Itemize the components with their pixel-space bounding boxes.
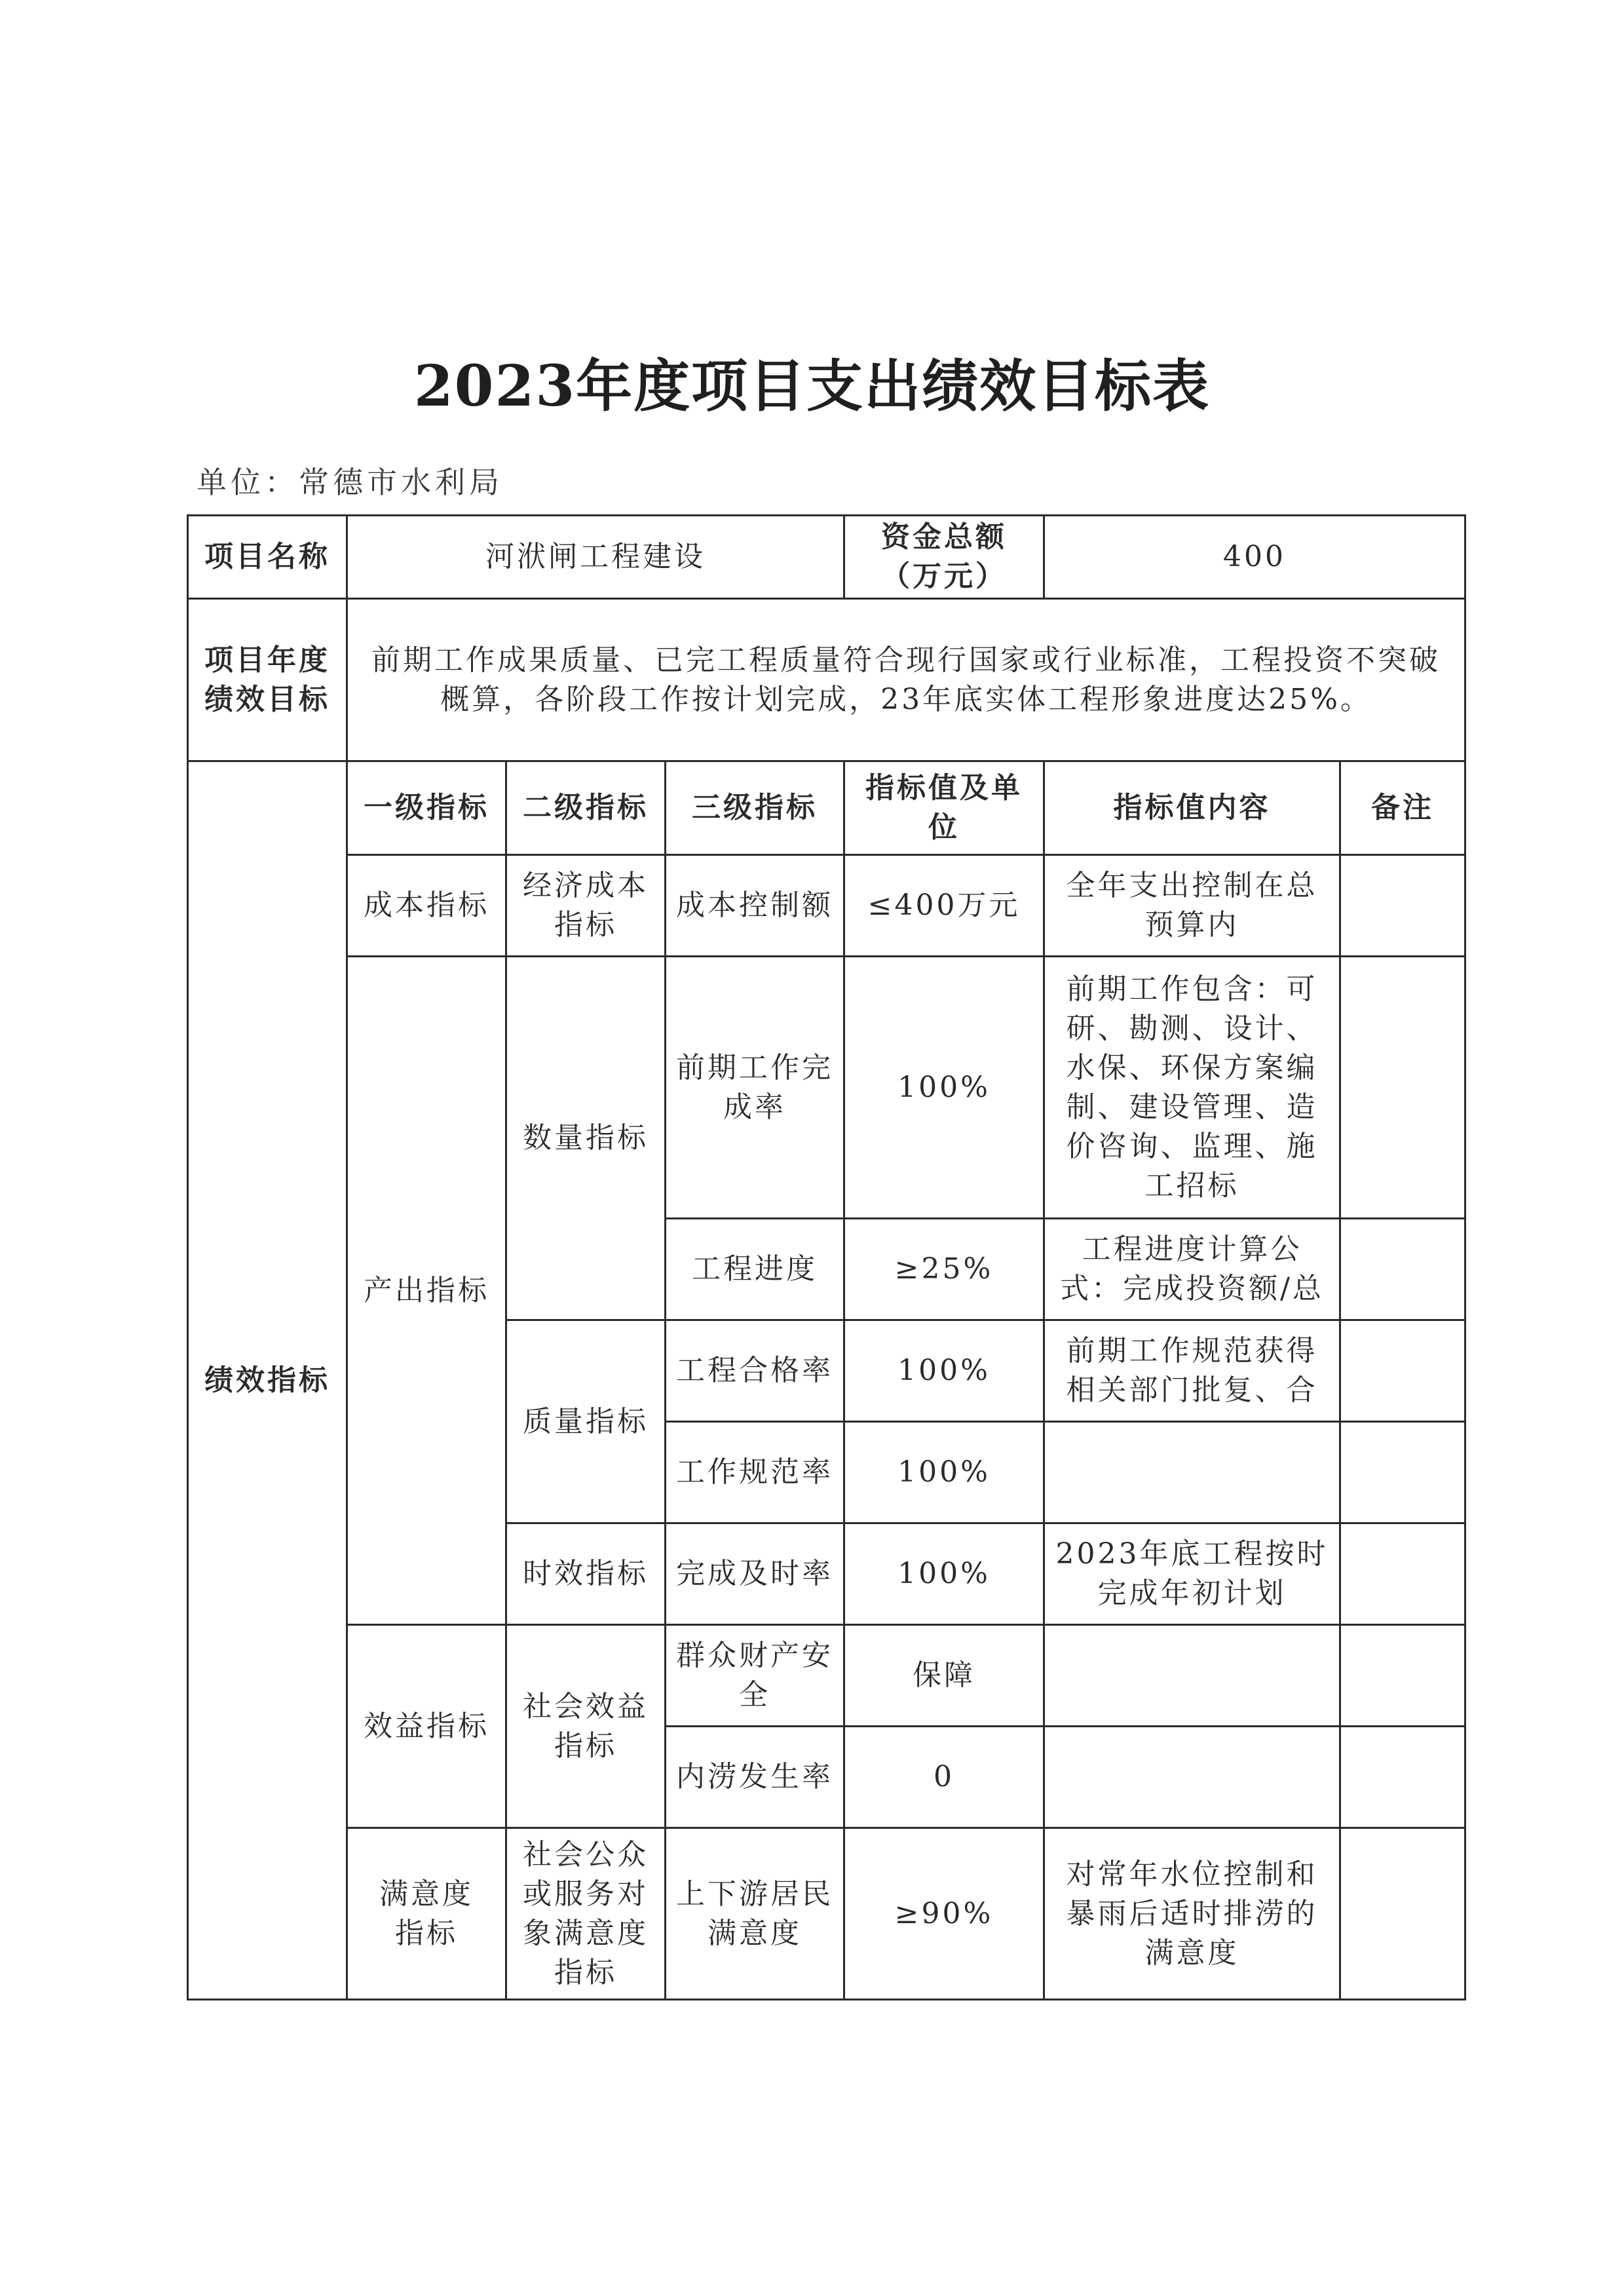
norm-remark xyxy=(1340,1422,1465,1523)
progress-content-cell xyxy=(1044,1219,1340,1320)
header-level1: 一级指标 xyxy=(347,761,506,855)
funds-label: 资金总额 （万元） xyxy=(844,516,1044,599)
project-name-label: 项目名称 xyxy=(188,516,347,599)
header-remark: 备注 xyxy=(1340,761,1465,855)
annual-goal-label: 项目年度 绩效目标 xyxy=(188,599,347,761)
quality-level2: 质量指标 xyxy=(506,1320,666,1523)
norm-level3: 工作规范率 xyxy=(666,1422,844,1523)
perf-indicator-label: 绩效指标 xyxy=(188,761,347,2000)
project-name-value: 河洑闸工程建设 xyxy=(347,516,844,599)
flood-value: 0 xyxy=(844,1727,1044,1828)
satisfaction-level2: 社会公众或服务对象满意度指标 xyxy=(506,1828,666,2000)
flood-remark xyxy=(1340,1727,1465,1828)
performance-table xyxy=(187,514,1466,2000)
timeliness-content: 2023年底工程按时完成年初计划 xyxy=(1044,1523,1340,1625)
header-level3: 三级指标 xyxy=(666,761,844,855)
flood-content xyxy=(1044,1727,1340,1828)
safety-content xyxy=(1044,1625,1340,1727)
timeliness-remark xyxy=(1340,1523,1465,1625)
timeliness-level2: 时效指标 xyxy=(506,1523,666,1625)
pass-content: 前期工作规范获得相关部门批复、合 xyxy=(1066,1334,1318,1407)
progress-level3: 工程进度 xyxy=(666,1219,844,1320)
preliminary-level3: 前期工作完成率 xyxy=(666,957,844,1219)
safety-remark xyxy=(1340,1625,1465,1727)
satisfaction-value: ≥90% xyxy=(844,1828,1044,2000)
cost-content: 全年支出控制在总预算内 xyxy=(1044,855,1340,957)
header-content: 指标值内容 xyxy=(1044,761,1340,855)
timeliness-value: 100% xyxy=(844,1523,1044,1625)
preliminary-value: 100% xyxy=(844,957,1044,1219)
satisfaction-level1: 满意度 指标 xyxy=(347,1828,506,2000)
flood-level3: 内涝发生率 xyxy=(666,1727,844,1828)
annual-goal-text: 前期工作成果质量、已完工程质量符合现行国家或行业标准，工程投资不突破概算，各阶段工作按计划完成，23年底实体工程形象进度达25%。 xyxy=(347,599,1465,761)
pass-value: 100% xyxy=(844,1320,1044,1422)
page-title: 2023年度项目支出绩效目标表 xyxy=(413,353,1211,419)
preliminary-remark xyxy=(1340,957,1465,1219)
pass-level3: 工程合格率 xyxy=(666,1320,844,1422)
quantity-level2: 数量指标 xyxy=(506,957,666,1320)
unit-label: 单位：常德市水利局 xyxy=(197,465,503,500)
preliminary-content: 前期工作包含：可研、勘测、设计、水保、环保方案编制、建设管理、造价咨询、监理、施工招标 xyxy=(1044,957,1340,1219)
funds-value: 400 xyxy=(1044,516,1465,599)
norm-value: 100% xyxy=(844,1422,1044,1523)
progress-value: ≥25% xyxy=(844,1219,1044,1320)
cost-value: ≤400万元 xyxy=(844,855,1044,957)
progress-content: 工程进度计算公式：完成投资额/总 xyxy=(1060,1233,1324,1305)
timeliness-level3: 完成及时率 xyxy=(666,1523,844,1625)
safety-level3: 群众财产安全 xyxy=(666,1625,844,1727)
header-value: 指标值及单位 xyxy=(844,761,1044,855)
norm-content xyxy=(1044,1422,1340,1523)
cost-remark xyxy=(1340,855,1465,957)
social-level2: 社会效益 指标 xyxy=(506,1625,666,1828)
satisfaction-level3: 上下游居民满意度 xyxy=(666,1828,844,2000)
satisfaction-content: 对常年水位控制和暴雨后适时排涝的满意度 xyxy=(1044,1828,1340,2000)
pass-remark xyxy=(1340,1320,1465,1422)
satisfaction-remark xyxy=(1340,1828,1465,2000)
cost-level1: 成本指标 xyxy=(347,855,506,957)
benefit-level1: 效益指标 xyxy=(347,1625,506,1828)
pass-content-cell xyxy=(1044,1320,1340,1422)
header-level2: 二级指标 xyxy=(506,761,666,855)
safety-value: 保障 xyxy=(844,1625,1044,1727)
cost-level3: 成本控制额 xyxy=(666,855,844,957)
progress-remark xyxy=(1340,1219,1465,1320)
cost-level2: 经济成本 指标 xyxy=(506,855,666,957)
output-level1: 产出指标 xyxy=(347,957,506,1625)
